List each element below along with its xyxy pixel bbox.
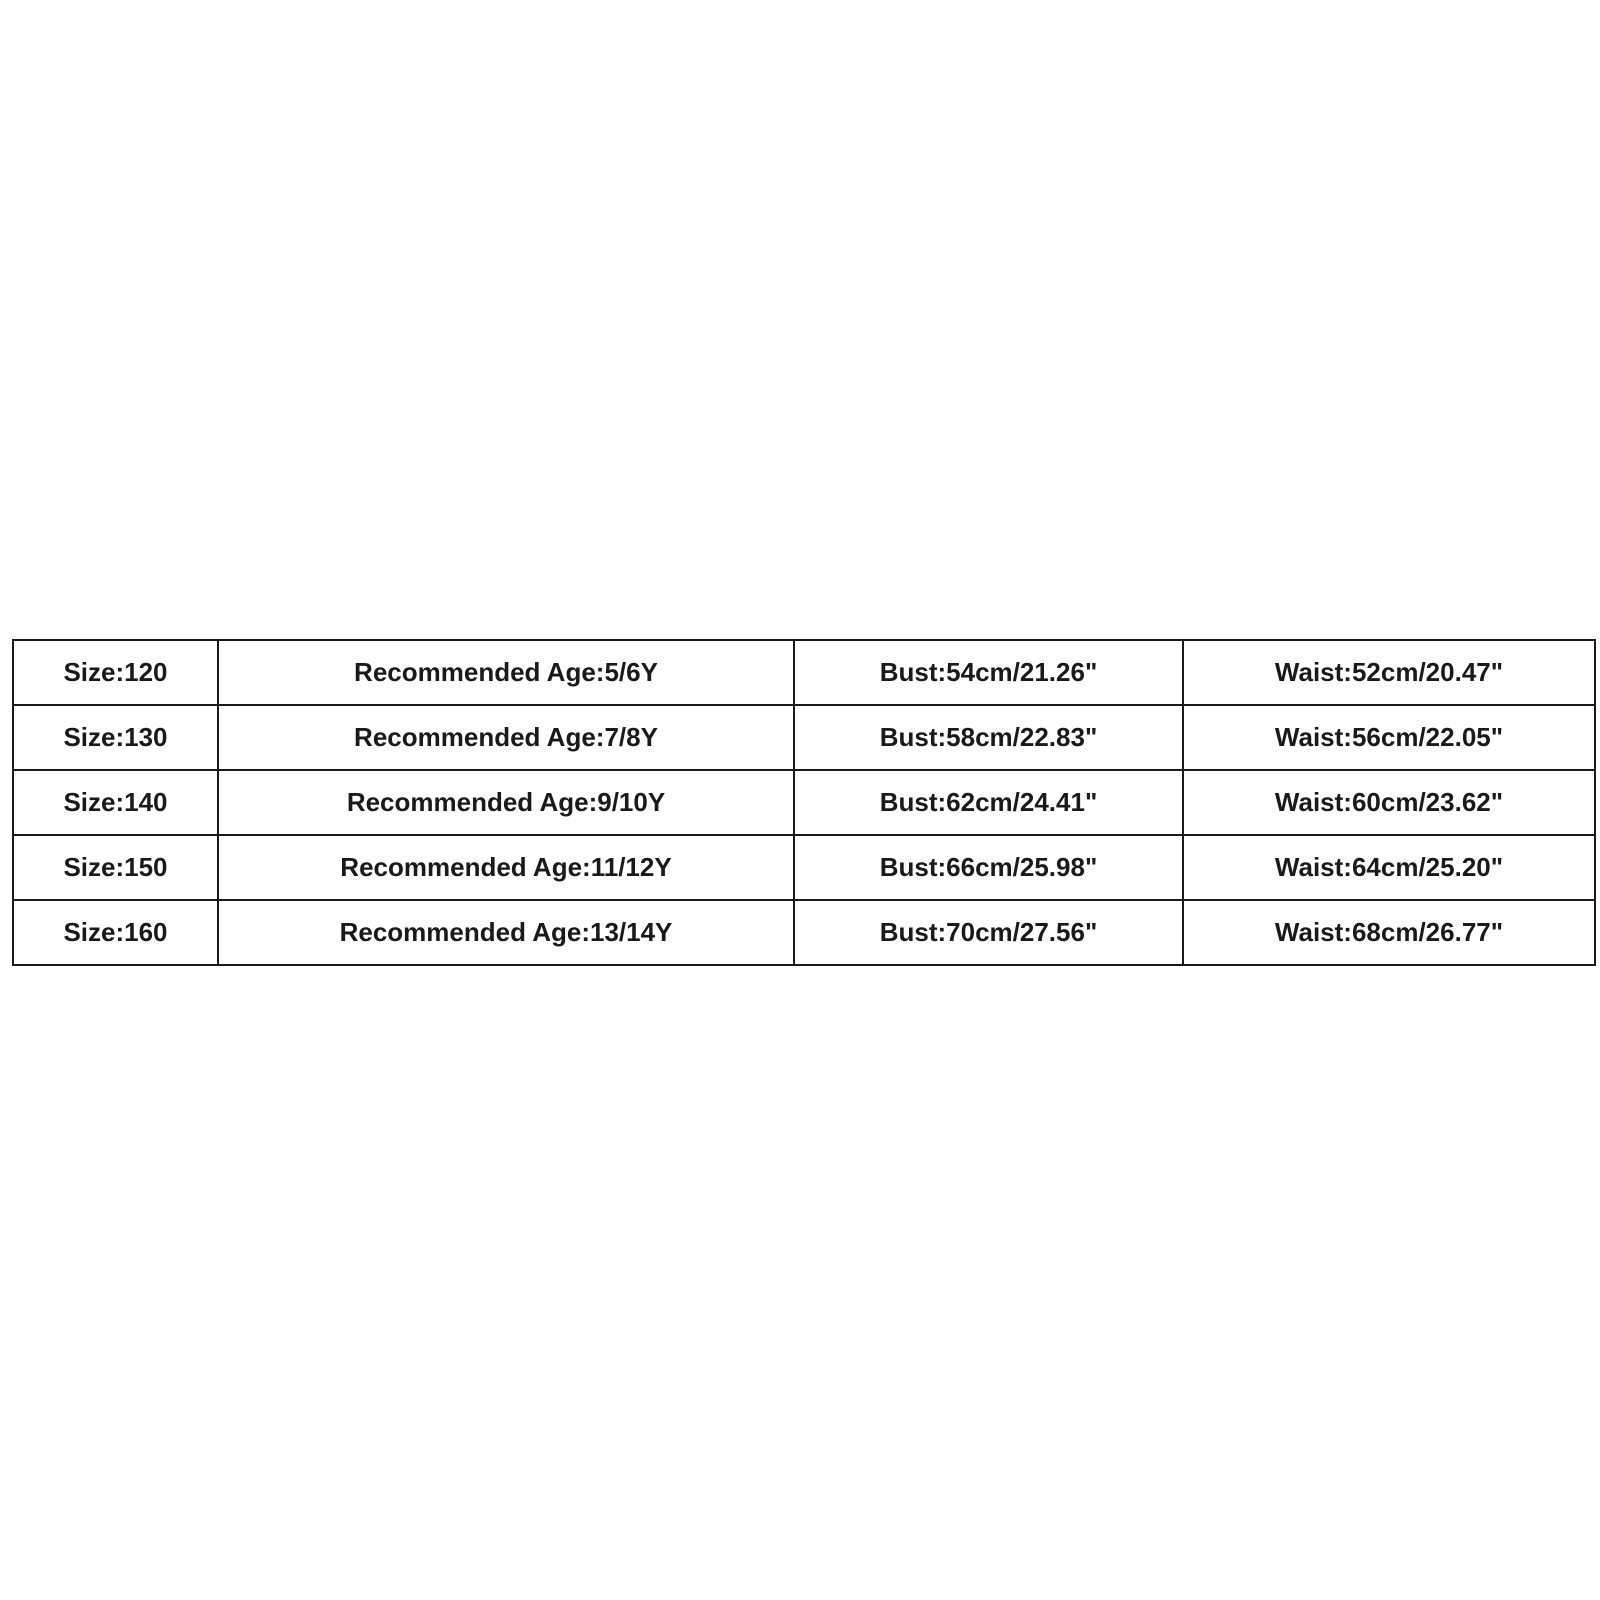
table-row [13, 900, 1595, 965]
waist-cell: Waist:68cm/26.77" [1183, 900, 1595, 965]
table-row [13, 835, 1595, 900]
recommended-age-cell: Recommended Age:13/14Y [218, 900, 794, 965]
bust-cell: Bust:54cm/21.26" [794, 640, 1183, 705]
size-cell: Size:120 [13, 640, 218, 705]
recommended-age-cell: Recommended Age:7/8Y [218, 705, 794, 770]
waist-cell: Waist:64cm/25.20" [1183, 835, 1595, 900]
bust-cell: Bust:62cm/24.41" [794, 770, 1183, 835]
bust-cell: Bust:70cm/27.56" [794, 900, 1183, 965]
size-chart-body [13, 640, 1595, 965]
size-chart-table [12, 639, 1596, 966]
recommended-age-cell: Recommended Age:5/6Y [218, 640, 794, 705]
table-row [13, 770, 1595, 835]
size-cell: Size:150 [13, 835, 218, 900]
bust-cell: Bust:66cm/25.98" [794, 835, 1183, 900]
bust-cell: Bust:58cm/22.83" [794, 705, 1183, 770]
table-row [13, 640, 1595, 705]
recommended-age-cell: Recommended Age:11/12Y [218, 835, 794, 900]
waist-cell: Waist:56cm/22.05" [1183, 705, 1595, 770]
size-cell: Size:160 [13, 900, 218, 965]
size-cell: Size:140 [13, 770, 218, 835]
recommended-age-cell: Recommended Age:9/10Y [218, 770, 794, 835]
size-cell: Size:130 [13, 705, 218, 770]
waist-cell: Waist:60cm/23.62" [1183, 770, 1595, 835]
waist-cell: Waist:52cm/20.47" [1183, 640, 1595, 705]
table-row [13, 705, 1595, 770]
